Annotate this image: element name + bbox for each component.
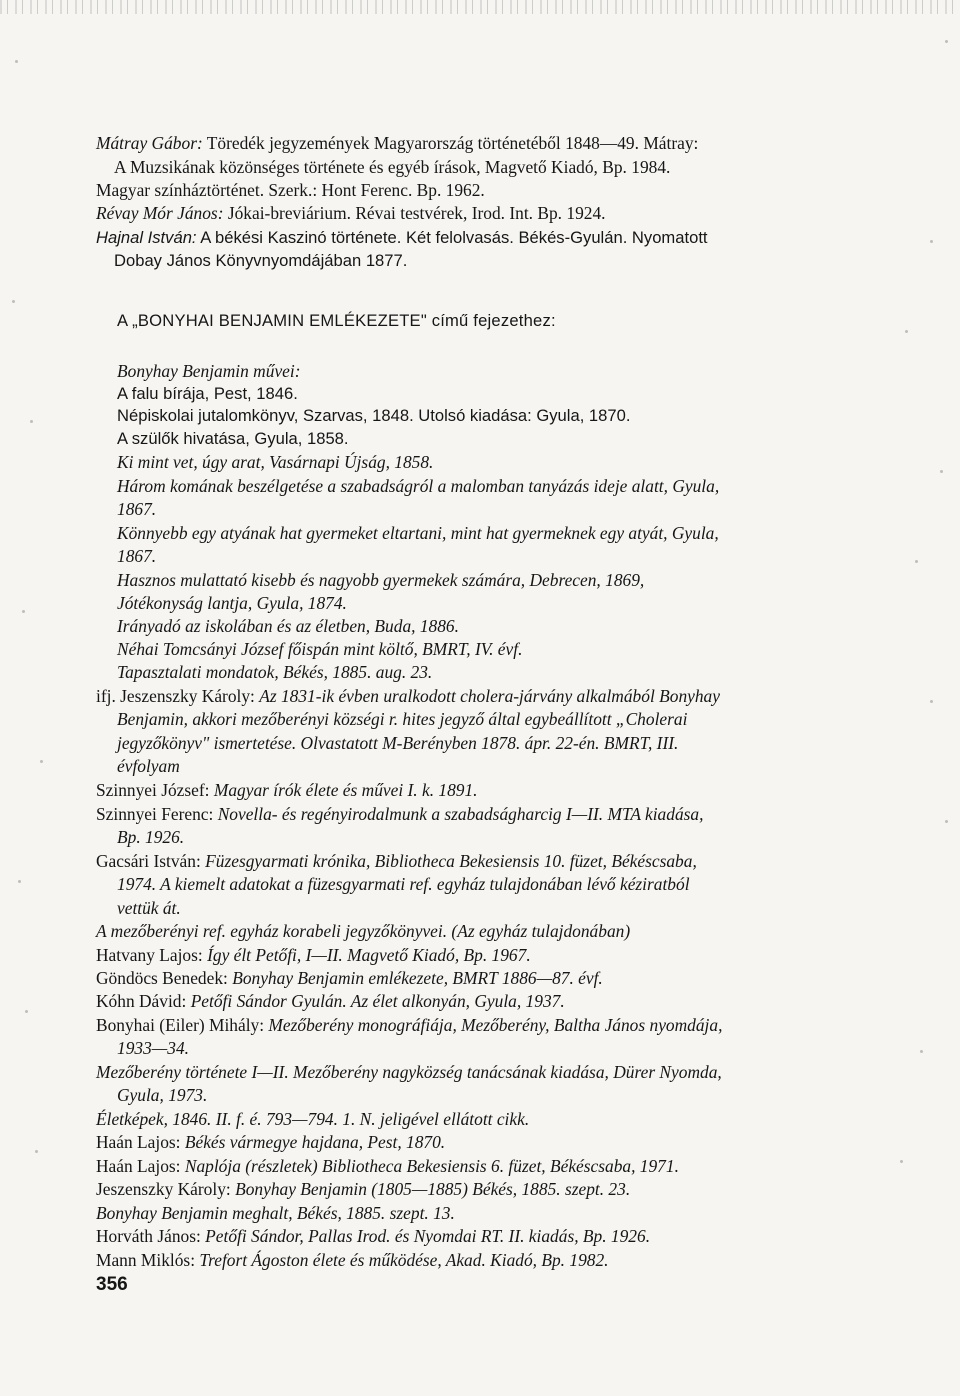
roman-segment: A szülők hivatása, Gyula, 1858. [117, 429, 349, 448]
bibliography-line [96, 779, 478, 801]
bibliography-line [96, 803, 703, 825]
italic-segment: Mátray Gábor: [96, 133, 203, 153]
italic-segment: Bonyhay Benjamin művei: [117, 361, 301, 381]
italic-segment: vettük át. [117, 898, 181, 918]
italic-segment: Ki mint vet, úgy arat, Vasárnapi Újság, 1858. [117, 452, 434, 472]
italic-segment: jegyzőkönyv" ismertetése. Olvastatott M-Berényben 1878. ápr. 22-én. BMRT, III. [117, 733, 679, 753]
scan-edge-noise [0, 0, 960, 14]
italic-segment: Benjamin, akkori mezőberényi községi r. hites jegyző által egybeállított „Cholerai [117, 709, 688, 729]
bibliography-line [96, 179, 485, 201]
scan-speck [15, 60, 18, 63]
bibliography-line [117, 661, 432, 683]
scan-speck [40, 760, 43, 763]
bibliography-line [117, 638, 522, 660]
italic-segment: Petőfi Sándor, Pallas Irod. és Nyomdai RT. II. kiadás, Bp. 1926. [205, 1226, 651, 1246]
section-heading [117, 310, 556, 332]
scan-speck [945, 820, 948, 823]
italic-segment: 1867. [117, 546, 157, 566]
bibliography-line [117, 708, 687, 730]
scan-speck [18, 880, 21, 883]
italic-segment: Hasznos mulattató kisebb és nagyobb gyermekek számára, Debrecen, 1869, [117, 570, 645, 590]
italic-segment: Így élt Petőfi, I—II. Magvető Kiadó, Bp. 1967. [207, 945, 531, 965]
bibliography-line [117, 475, 719, 497]
bibliography-line [96, 1155, 679, 1177]
roman-segment: A Muzsikának közönséges története és egyéb írások, Magvető Kiadó, Bp. 1984. [114, 157, 671, 177]
roman-segment: Szinnyei Ferenc: [96, 804, 218, 824]
bibliography-line [96, 1014, 722, 1036]
italic-segment: Békés vármegye hajdana, Pest, 1870. [184, 1132, 446, 1152]
bibliography-line [117, 428, 349, 450]
bibliography-line [96, 1108, 529, 1130]
bibliography-line [117, 755, 180, 777]
bibliography-line [96, 990, 565, 1012]
scan-speck [940, 470, 943, 473]
bibliography-line [117, 1037, 189, 1059]
bibliography-line [96, 1249, 609, 1271]
roman-segment: Horváth János: [96, 1226, 206, 1246]
bibliography-line [117, 732, 678, 754]
italic-segment: Novella- és regényirodalmunk a szabadságharcig I—II. MTA kiadása, [217, 804, 704, 824]
italic-segment: Három komának beszélgetése a szabadságról a malomban tanyázás ideje alatt, Gyula, [117, 476, 720, 496]
italic-segment: Hajnal István: [96, 228, 197, 247]
roman-segment: Gacsári István: [96, 851, 206, 871]
bibliography-line [117, 897, 181, 919]
roman-segment: Jókai-breviárium. Révai testvérek, Irod. Int. Bp. 1924. [223, 203, 606, 223]
italic-segment: Naplója (részletek) Bibliotheca Bekesiensis 6. füzet, Békéscsaba, 1971. [184, 1156, 679, 1176]
bibliography-line [96, 202, 606, 224]
scan-speck [930, 700, 933, 703]
italic-segment: Néhai Tomcsányi József főispán mint költő, BMRT, IV. évf. [117, 639, 523, 659]
roman-segment: Dobay János Könyvnyomdájában 1877. [114, 251, 408, 270]
italic-segment: Trefort Ágoston élete és működése, Akad. Kiadó, Bp. 1982. [199, 1250, 609, 1270]
roman-segment: Töredék jegyzemények Magyarország történetéből 1848—49. Mátray: [202, 133, 699, 153]
bibliography-line [96, 967, 603, 989]
italic-segment: Bonyhay Benjamin (1805—1885) Békés, 1885. szept. 23. [235, 1179, 631, 1199]
bibliography-line [117, 569, 644, 591]
bibliography-line [96, 227, 708, 249]
bibliography-line [96, 850, 697, 872]
italic-segment: 1933—34. [117, 1038, 189, 1058]
roman-segment: Haán Lajos: [96, 1132, 185, 1152]
italic-segment: Tapasztalati mondatok, Békés, 1885. aug. 23. [117, 662, 433, 682]
italic-segment: Petőfi Sándor Gyulán. Az élet alkonyán, Gyula, 1937. [190, 991, 565, 1011]
italic-segment: Révay Mór János: [96, 203, 224, 223]
bibliography-line [117, 522, 719, 544]
roman-segment: ifj. Jeszenszky Károly: [96, 686, 260, 706]
italic-segment: évfolyam [117, 756, 180, 776]
bibliography-line [117, 592, 347, 614]
roman-segment: Magyar színháztörténet. Szerk.: Hont Ferenc. Bp. 1962. [96, 180, 485, 200]
bibliography-line [96, 1202, 455, 1224]
bibliography-line [117, 383, 298, 405]
roman-segment: A békési Kaszinó története. Két felolvasás. Békés-Gyulán. Nyomatott [196, 228, 708, 247]
bibliography-line [117, 1084, 207, 1106]
scan-speck [900, 1160, 903, 1163]
bibliography-line [117, 873, 690, 895]
bibliography-line [117, 545, 156, 567]
bibliography-line [96, 1225, 650, 1247]
bibliography-line [96, 685, 720, 707]
roman-segment: Bonyhai (Eiler) Mihály: [96, 1015, 269, 1035]
roman-segment: Jeszenszky Károly: [96, 1179, 236, 1199]
page-number: 356 [96, 1274, 128, 1295]
scan-speck [920, 1050, 923, 1053]
roman-segment: Haán Lajos: [96, 1156, 185, 1176]
bibliography-line [117, 826, 184, 848]
scan-speck [35, 1150, 38, 1153]
roman-segment: Hatvany Lajos: [96, 945, 208, 965]
italic-segment: 1974. A kiemelt adatokat a füzesgyarmati ref. egyház tulajdonában lévő kéziratból [117, 874, 690, 894]
bibliography-line [96, 944, 531, 966]
bibliography-line [96, 1178, 630, 1200]
bibliography-line [96, 1061, 722, 1083]
bibliography-line [96, 132, 698, 154]
roman-segment: Népiskolai jutalomkönyv, Szarvas, 1848. Utolsó kiadása: Gyula, 1870. [117, 406, 631, 425]
scan-speck [905, 330, 908, 333]
bibliography-line [114, 156, 670, 178]
bibliography-line [117, 451, 433, 473]
scan-speck [915, 560, 918, 563]
italic-segment: Bonyhay Benjamin emlékezete, BMRT 1886—87. évf. [232, 968, 603, 988]
italic-segment: Mezőberény története I—II. Mezőberény nagyközség tanácsának kiadása, Dürer Nyomda, [96, 1062, 722, 1082]
italic-segment: Füzesgyarmati krónika, Bibliotheca Bekesiensis 10. füzet, Békéscsaba, [205, 851, 697, 871]
bibliography-line [96, 1131, 445, 1153]
italic-segment: Könnyebb egy atyának hat gyermeket eltartani, mint hat gyermeknek egy atyát, Gyula, [117, 523, 719, 543]
roman-segment: Göndöcs Benedek: [96, 968, 233, 988]
bibliography-line [117, 498, 156, 520]
roman-segment: A falu bírája, Pest, 1846. [117, 384, 298, 403]
roman-segment: Szinnyei József: [96, 780, 214, 800]
italic-segment: Gyula, 1973. [117, 1085, 208, 1105]
italic-segment: Magyar írók élete és művei I. k. 1891. [213, 780, 478, 800]
roman-segment: Mann Miklós: [96, 1250, 200, 1270]
bibliography-line [114, 250, 407, 272]
italic-segment: A mezőberényi ref. egyház korabeli jegyzőkönyvei. (Az egyház tulajdonában) [96, 921, 631, 941]
scan-speck [930, 240, 933, 243]
italic-segment: Életképek, 1846. II. f. é. 793—794. 1. N. jeligével ellátott cikk. [96, 1109, 530, 1129]
bibliography-line [117, 405, 630, 427]
italic-segment: 1867. [117, 499, 157, 519]
italic-segment: Az 1831-ik évben uralkodott cholera-járvány alkalmából Bonyhay [259, 686, 720, 706]
scan-speck [22, 610, 25, 613]
italic-segment: Irányadó az iskolában és az életben, Buda, 1886. [117, 616, 459, 636]
italic-segment: Jótékonyság lantja, Gyula, 1874. [117, 593, 347, 613]
roman-segment: Kóhn Dávid: [96, 991, 191, 1011]
bibliography-line [96, 920, 630, 942]
italic-segment: Mezőberény monográfiája, Mezőberény, Baltha János nyomdája, [268, 1015, 723, 1035]
scan-speck [12, 300, 15, 303]
bibliography-line [117, 615, 459, 637]
scan-speck [25, 1010, 28, 1013]
italic-segment: Bp. 1926. [117, 827, 185, 847]
bibliography-line [117, 360, 301, 382]
italic-segment: Bonyhay Benjamin meghalt, Békés, 1885. szept. 13. [96, 1203, 455, 1223]
scan-speck [945, 40, 948, 43]
scan-speck [30, 420, 33, 423]
roman-segment: A „BONYHAI BENJAMIN EMLÉKEZETE" című fejezethez: [117, 311, 556, 330]
